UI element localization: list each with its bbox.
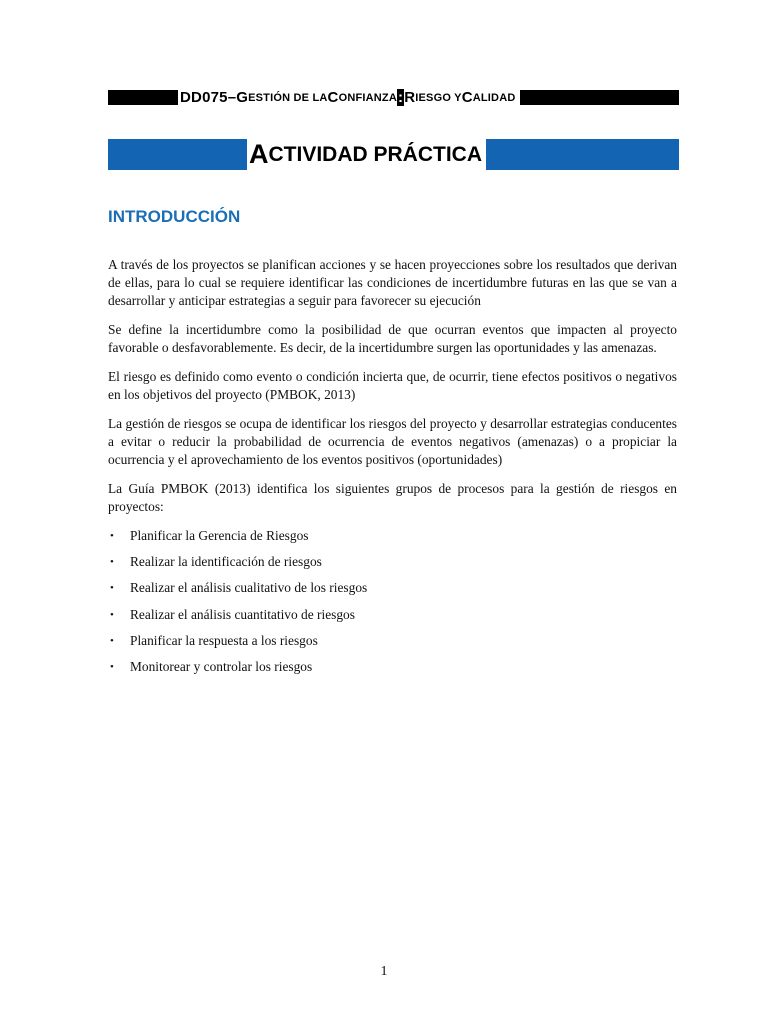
activity-title-bar <box>108 139 679 170</box>
process-list <box>108 527 677 676</box>
bullet-icon: • <box>110 634 114 647</box>
list-item <box>108 527 677 545</box>
list-item-text: Realizar el análisis cualitativo de los riesgos <box>130 580 368 596</box>
bullet-icon: • <box>110 530 114 542</box>
bullet-icon: • <box>110 660 114 673</box>
bullet-icon: • <box>110 582 114 595</box>
course-header-bar <box>108 90 679 105</box>
course-title-part: IESGO Y <box>415 91 462 104</box>
list-item <box>108 632 677 650</box>
page-title <box>247 139 486 170</box>
paragraph: La gestión de riesgos se ocupa de identificar los riesgos del proyecto y desarrollar estrategias conducentes a evitar o reducir la probabilidad de ocurrencia de eventos negativos (amenazas) o a propiciar la ocurrencia y el aprovechamiento de los eventos positivos (oportunidades) <box>108 416 677 467</box>
course-title-part: ONFIANZA <box>338 91 397 104</box>
course-title-part: ALIDAD <box>472 91 516 104</box>
paragraph: Se define la incertidumbre como la posibilidad de que ocurran eventos que impacten al proyecto favorable o desfavorablemente. Es decir, de la incertidumbre surgen las oportunidades y las amenazas. <box>108 322 677 355</box>
course-title-colon: : <box>398 89 404 106</box>
page-title-initial: A <box>249 139 269 169</box>
paragraph: La Guía PMBOK (2013) identifica los siguientes grupos de procesos para la gestión de riesgos en proyectos: <box>108 481 677 514</box>
list-item <box>108 606 677 624</box>
bullet-icon: • <box>110 608 114 621</box>
page-title-rest: CTIVIDAD PRÁCTICA <box>268 142 482 166</box>
page-number: 1 <box>380 964 388 979</box>
list-item <box>108 553 677 571</box>
list-item-text: Planificar la Gerencia de Riesgos <box>130 528 309 543</box>
list-item <box>108 658 677 676</box>
bullet-icon: • <box>110 556 114 569</box>
list-item-text: Realizar la identificación de riesgos <box>130 554 322 570</box>
list-item-text: Monitorear y controlar los riesgos <box>130 658 313 674</box>
course-title-initial: G <box>236 89 249 106</box>
list-item-text: Planificar la respuesta a los riesgos <box>130 632 318 648</box>
section-heading: INTRODUCCIÓN <box>108 207 241 226</box>
course-title-initial: R <box>404 89 416 106</box>
course-title <box>178 90 520 105</box>
list-item-text: Realizar el análisis cuantitativo de riesgos <box>130 606 355 622</box>
course-code: DD075– <box>180 89 237 106</box>
list-item <box>108 579 677 597</box>
course-title-initial: C <box>327 89 339 106</box>
paragraph: A través de los proyectos se planifican acciones y se hacen proyecciones sobre los resultados que derivan de ellas, para lo cual se requiere identificar las condiciones de incertidumbre futuras en las que se van a desarrollar y anticipar estrategias a seguir para favorecer su ejecución <box>108 257 677 308</box>
course-title-initial: C <box>461 89 473 106</box>
course-title-part: ESTIÓN DE LA <box>248 91 328 104</box>
paragraph: El riesgo es definido como evento o condición incierta que, de ocurrir, tiene efectos positivos o negativos en los objetivos del proyecto (PMBOK, 2013) <box>108 369 677 402</box>
document-body <box>108 256 677 684</box>
